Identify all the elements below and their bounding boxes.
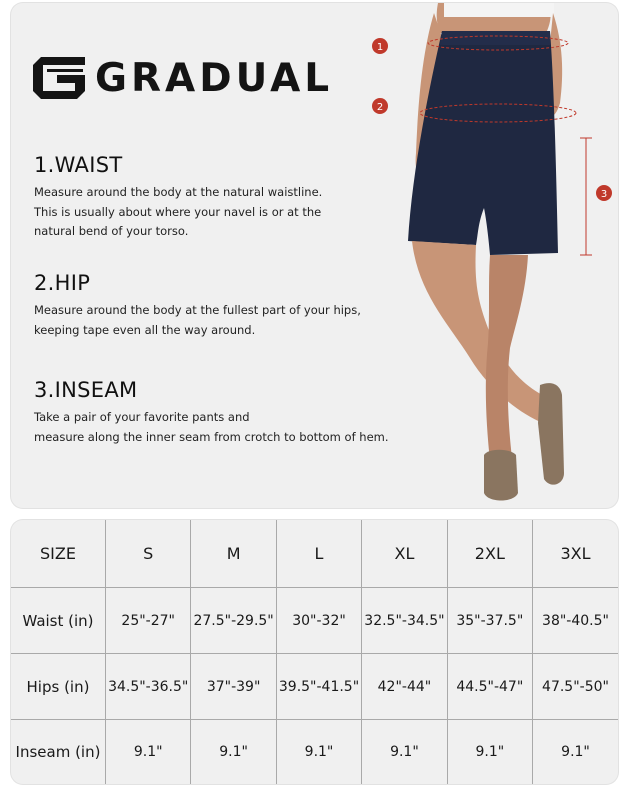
header-cell: L	[276, 520, 361, 588]
size-chart	[11, 520, 618, 784]
waist-line: natural bend of your torso.	[34, 224, 189, 238]
marker-3	[596, 185, 612, 201]
inseam-section	[34, 378, 394, 447]
inseam-line: measure along the inner seam from crotch to bottom of hem.	[34, 429, 389, 444]
brand-logo	[33, 55, 333, 101]
table-cell: 35"-37.5"	[447, 588, 532, 654]
table-cell: 9.1"	[447, 720, 532, 784]
hip-section	[34, 271, 394, 340]
table-cell: 39.5"-41.5"	[276, 654, 361, 720]
table-row	[11, 654, 618, 720]
waist-line: Measure around the body at the natural waistline.	[34, 185, 323, 199]
brand-name: GRADUAL	[95, 55, 334, 101]
table-header-row	[11, 520, 618, 588]
table-cell: 9.1"	[533, 720, 618, 784]
header-cell: 3XL	[533, 520, 618, 588]
inseam-title: 3.INSEAM	[34, 378, 138, 402]
table-row	[11, 720, 618, 784]
row-label: Inseam (in)	[11, 720, 106, 784]
header-cell: SIZE	[11, 520, 106, 588]
table-cell: 27.5"-29.5"	[191, 588, 276, 654]
hip-line: Measure around the body at the fullest part of your hips,	[34, 303, 361, 317]
table-cell: 38"-40.5"	[533, 588, 618, 654]
table-cell: 44.5"-47"	[447, 654, 532, 720]
marker-1	[372, 38, 388, 54]
brand-mark-icon	[33, 57, 85, 99]
size-table	[11, 520, 618, 784]
waist-section	[34, 153, 394, 242]
back-sandal	[538, 383, 564, 485]
header-cell: S	[106, 520, 191, 588]
marker-3-label: 3	[600, 189, 608, 200]
header-cell: XL	[362, 520, 447, 588]
shorts-waistband	[440, 31, 550, 45]
table-cell: 30"-32"	[276, 588, 361, 654]
waist-line: This is usually about where your navel is or at the	[34, 204, 322, 219]
table-cell: 34.5"-36.5"	[106, 654, 191, 720]
table-cell: 9.1"	[191, 720, 276, 784]
model-back-leg	[412, 241, 548, 423]
row-label: Waist (in)	[11, 588, 106, 654]
table-cell: 32.5"-34.5"	[362, 588, 447, 654]
table-cell: 47.5"-50"	[533, 654, 618, 720]
model-top	[444, 3, 554, 17]
table-cell: 37"-39"	[191, 654, 276, 720]
row-label: Hips (in)	[11, 654, 106, 720]
table-row	[11, 588, 618, 654]
header-cell: 2XL	[447, 520, 532, 588]
marker-2-label: 2	[376, 102, 384, 113]
hip-line: keeping tape even all the way around.	[34, 322, 256, 337]
hip-description	[34, 301, 394, 340]
table-cell: 9.1"	[276, 720, 361, 784]
model-front-leg	[486, 255, 528, 461]
waist-description	[34, 183, 394, 242]
table-cell: 42"-44"	[362, 654, 447, 720]
table-cell: 9.1"	[106, 720, 191, 784]
marker-2	[372, 98, 388, 114]
front-sandal	[484, 450, 518, 501]
table-cell: 9.1"	[362, 720, 447, 784]
header-cell: M	[191, 520, 276, 588]
model-illustration	[378, 3, 618, 508]
size-guide-panel	[11, 3, 618, 508]
inseam-description	[34, 408, 394, 447]
table-cell: 25"-27"	[106, 588, 191, 654]
hip-title: 2.HIP	[34, 271, 91, 295]
inseam-line: Take a pair of your favorite pants and	[34, 410, 250, 424]
waist-title: 1.WAIST	[34, 153, 123, 177]
marker-1-label: 1	[376, 42, 384, 53]
